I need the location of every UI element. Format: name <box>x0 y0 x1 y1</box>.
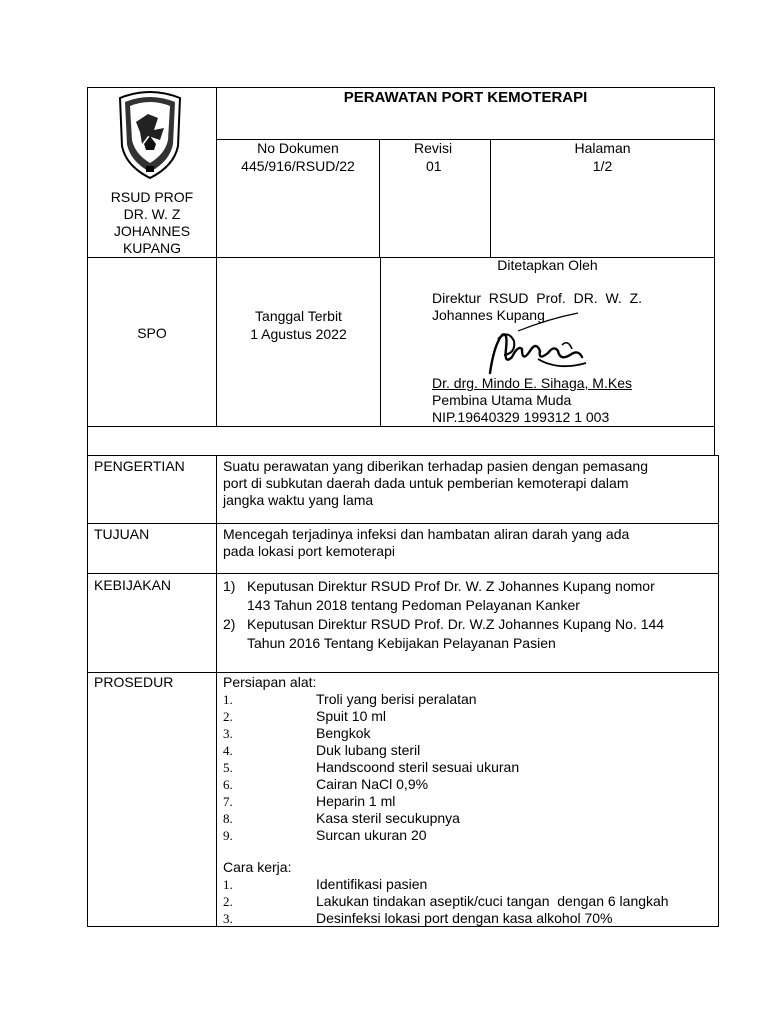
item-text: Identifikasi pasien <box>316 876 428 892</box>
hospital-name <box>88 189 216 257</box>
kebijakan-text-cont: Tahun 2016 Tentang Kebijakan Pelayanan Pasien <box>247 635 556 651</box>
carakerja-list <box>223 876 718 927</box>
hospital-name-line: JOHANNES <box>113 223 191 239</box>
item-num: 3. <box>223 726 233 741</box>
list-item <box>223 708 718 725</box>
hospital-name-line: RSUD PROF <box>110 189 194 205</box>
kebijakan-num: 1) <box>223 578 236 594</box>
halaman-value: 1/2 <box>592 158 613 174</box>
tujuan-text <box>223 526 718 560</box>
tujuan-line: pada lokasi port kemoterapi <box>223 543 395 559</box>
kebijakan-label: KEBIJAKAN <box>94 577 172 593</box>
item-text: Duk lubang steril <box>316 742 421 758</box>
item-text: Kasa steril secukupnya <box>316 810 460 826</box>
item-text: Cairan NaCl 0,9% <box>316 776 429 792</box>
kebijakan-list <box>223 577 718 653</box>
tanggal-terbit-label: Tanggal Terbit <box>255 308 342 324</box>
carakerja-title: Cara kerja: <box>223 859 292 875</box>
list-item <box>223 810 718 827</box>
signer-name: Dr. drg. Mindo E. Sihaga, M.Kes <box>432 375 632 391</box>
list-item <box>223 691 718 708</box>
revisi-cell <box>380 139 490 175</box>
pengertian-label: PENGERTIAN <box>94 458 185 474</box>
list-item <box>223 893 718 910</box>
item-num: 6. <box>223 777 233 792</box>
direktur-line: Direktur RSUD Prof. DR. W. Z. <box>432 290 643 306</box>
list-item <box>223 876 718 893</box>
signer-nip: NIP.19640329 199312 1 003 <box>432 409 610 425</box>
item-num: 7. <box>223 794 233 809</box>
tanggal-terbit-cell <box>217 307 380 343</box>
signer-block <box>432 375 702 426</box>
halaman-cell <box>491 139 714 175</box>
no-dokumen-cell <box>217 139 379 175</box>
item-num: 2. <box>223 894 233 909</box>
hospital-name-line: KUPANG <box>122 240 182 256</box>
item-num: 1. <box>223 877 233 892</box>
pengertian-line: Suatu perawatan yang diberikan terhadap pasien dengan pemasang <box>223 458 648 474</box>
list-item <box>223 910 718 927</box>
list-item <box>223 725 718 742</box>
revisi-label: Revisi <box>414 140 453 156</box>
item-num: 4. <box>223 743 233 758</box>
tanggal-terbit-value: 1 Agustus 2022 <box>250 326 347 342</box>
item-text: Heparin 1 ml <box>316 793 396 809</box>
list-item <box>223 793 718 810</box>
item-num: 9. <box>223 828 233 843</box>
list-item <box>223 776 718 793</box>
pengertian-text <box>223 458 718 509</box>
persiapan-title: Persiapan alat: <box>223 674 317 690</box>
item-num: 2. <box>223 709 233 724</box>
list-item <box>223 759 718 776</box>
prosedur-content <box>223 674 718 927</box>
pengertian-line: port di subkutan daerah dada untuk pemberian kemoterapi dalam <box>223 475 629 491</box>
tujuan-label: TUJUAN <box>94 526 150 542</box>
signer-rank: Pembina Utama Muda <box>432 392 572 408</box>
tujuan-line: Mencegah terjadinya infeksi dan hambatan aliran darah yang ada <box>223 526 630 542</box>
persiapan-list <box>223 691 718 844</box>
kebijakan-text: Keputusan Direktur RSUD Prof. Dr. W.Z Johannes Kupang No. 144 <box>247 616 665 632</box>
item-text: Bengkok <box>316 725 371 741</box>
hospital-name-line: DR. W. Z <box>123 206 181 222</box>
kebijakan-item <box>223 615 718 653</box>
direktur-line: Johannes Kupang <box>432 307 545 323</box>
item-num: 8. <box>223 811 233 826</box>
item-num: 1. <box>223 692 233 707</box>
document-title: PERAWATAN PORT KEMOTERAPI <box>343 89 588 106</box>
halaman-label: Halaman <box>574 140 631 156</box>
revisi-value: 01 <box>426 158 442 174</box>
item-text: Troli yang berisi peralatan <box>316 691 477 707</box>
prosedur-label: PROSEDUR <box>94 674 174 690</box>
item-text: Lakukan tindakan aseptik/cuci tangan dengan 6 langkah <box>316 893 669 909</box>
item-text: Handscoond steril sesuai ukuran <box>316 759 520 775</box>
list-item <box>223 827 718 844</box>
kebijakan-text-cont: 143 Tahun 2018 tentang Pedoman Pelayanan Kanker <box>247 597 580 613</box>
item-text: Desinfeksi lokasi port dengan kasa alkohol 70% <box>316 910 613 926</box>
kebijakan-item <box>223 577 718 615</box>
pengertian-line: jangka waktu yang lama <box>223 492 374 508</box>
kebijakan-text: Keputusan Direktur RSUD Prof Dr. W. Z Johannes Kupang nomor <box>247 578 655 594</box>
no-dokumen-label: No Dokumen <box>257 140 339 156</box>
ditetapkan-label: Ditetapkan Oleh <box>497 257 598 273</box>
item-text: Spuit 10 ml <box>316 708 387 724</box>
list-item <box>223 742 718 759</box>
item-num: 3. <box>223 911 233 926</box>
spo-label: SPO <box>137 325 167 341</box>
item-text: Surcan ukuran 20 <box>316 827 427 843</box>
signature <box>478 305 598 385</box>
item-num: 5. <box>223 760 233 775</box>
kebijakan-num: 2) <box>223 616 236 632</box>
no-dokumen-value: 445/916/RSUD/22 <box>241 158 355 174</box>
hospital-logo <box>114 88 186 184</box>
